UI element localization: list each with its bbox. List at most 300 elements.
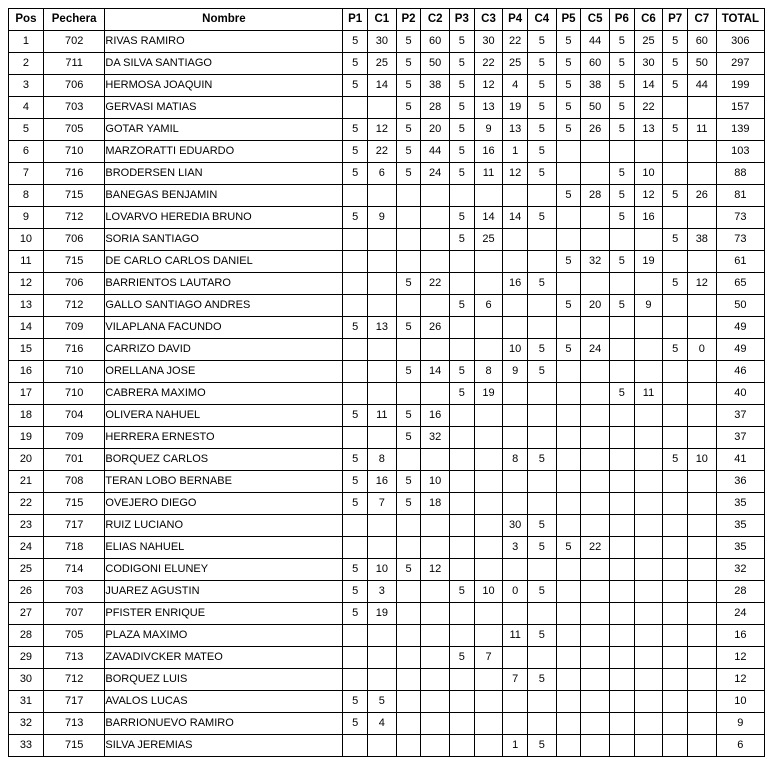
column-header-total: TOTAL	[716, 9, 764, 31]
cell-c2: 26	[421, 317, 450, 339]
cell-pechera: 703	[43, 97, 105, 119]
cell-c4: 5	[527, 625, 556, 647]
cell-c7	[687, 735, 716, 757]
cell-c5	[581, 405, 610, 427]
cell-pos: 8	[9, 185, 44, 207]
cell-p3: 5	[450, 75, 475, 97]
cell-p1	[343, 383, 368, 405]
cell-p7: 5	[663, 53, 688, 75]
cell-c7	[687, 361, 716, 383]
cell-p6	[610, 141, 635, 163]
table-row	[9, 53, 765, 75]
cell-p1	[343, 669, 368, 691]
cell-c4: 5	[527, 31, 556, 53]
cell-nombre: OVEJERO DIEGO	[105, 493, 343, 515]
cell-p6	[610, 339, 635, 361]
cell-p1	[343, 97, 368, 119]
cell-c4	[527, 647, 556, 669]
column-header-p6: P6	[610, 9, 635, 31]
cell-c7: 11	[687, 119, 716, 141]
cell-p3	[450, 713, 475, 735]
cell-total: 9	[716, 713, 764, 735]
cell-c6	[634, 229, 663, 251]
table-row	[9, 471, 765, 493]
cell-total: 6	[716, 735, 764, 757]
cell-p3	[450, 603, 475, 625]
cell-c3: 13	[474, 97, 503, 119]
cell-p2: 5	[396, 163, 421, 185]
cell-pos: 17	[9, 383, 44, 405]
cell-nombre: BARRIENTOS LAUTARO	[105, 273, 343, 295]
cell-p5	[556, 603, 581, 625]
cell-total: 49	[716, 339, 764, 361]
cell-pechera: 710	[43, 141, 105, 163]
cell-p6: 5	[610, 383, 635, 405]
cell-c2	[421, 251, 450, 273]
column-header-p2: P2	[396, 9, 421, 31]
cell-c3	[474, 339, 503, 361]
cell-p4: 3	[503, 537, 528, 559]
cell-pechera: 706	[43, 75, 105, 97]
cell-p1: 5	[343, 691, 368, 713]
cell-c2: 14	[421, 361, 450, 383]
cell-c4	[527, 713, 556, 735]
cell-total: 49	[716, 317, 764, 339]
cell-p3: 5	[450, 97, 475, 119]
cell-nombre: GOTAR YAMIL	[105, 119, 343, 141]
cell-nombre: SORIA SANTIAGO	[105, 229, 343, 251]
cell-c7	[687, 163, 716, 185]
cell-p1: 5	[343, 603, 368, 625]
cell-c7	[687, 405, 716, 427]
cell-c4: 5	[527, 53, 556, 75]
column-header-c5: C5	[581, 9, 610, 31]
cell-pechera: 715	[43, 493, 105, 515]
cell-p7	[663, 669, 688, 691]
cell-pechera: 711	[43, 53, 105, 75]
cell-p3: 5	[450, 31, 475, 53]
cell-c4: 5	[527, 141, 556, 163]
cell-pechera: 702	[43, 31, 105, 53]
cell-c3	[474, 251, 503, 273]
cell-p1: 5	[343, 53, 368, 75]
cell-p2: 5	[396, 119, 421, 141]
cell-c2	[421, 581, 450, 603]
cell-total: 139	[716, 119, 764, 141]
cell-c7: 60	[687, 31, 716, 53]
cell-c2: 12	[421, 559, 450, 581]
cell-c2: 24	[421, 163, 450, 185]
cell-c4	[527, 229, 556, 251]
cell-c1: 30	[367, 31, 396, 53]
cell-c5	[581, 273, 610, 295]
column-header-c6: C6	[634, 9, 663, 31]
cell-c6: 25	[634, 31, 663, 53]
cell-total: 46	[716, 361, 764, 383]
cell-pechera: 707	[43, 603, 105, 625]
cell-p6	[610, 647, 635, 669]
cell-total: 61	[716, 251, 764, 273]
cell-c5: 44	[581, 31, 610, 53]
cell-p3: 5	[450, 119, 475, 141]
cell-p2	[396, 185, 421, 207]
cell-total: 36	[716, 471, 764, 493]
column-header-p5: P5	[556, 9, 581, 31]
cell-c3: 25	[474, 229, 503, 251]
cell-c6	[634, 603, 663, 625]
cell-p5: 5	[556, 119, 581, 141]
cell-p3	[450, 405, 475, 427]
cell-c6: 14	[634, 75, 663, 97]
cell-p2: 5	[396, 559, 421, 581]
cell-pechera: 705	[43, 625, 105, 647]
cell-c6: 12	[634, 185, 663, 207]
cell-p6	[610, 581, 635, 603]
table-row	[9, 317, 765, 339]
table-row	[9, 273, 765, 295]
table-row	[9, 207, 765, 229]
column-header-p1: P1	[343, 9, 368, 31]
cell-c1	[367, 273, 396, 295]
cell-c3	[474, 625, 503, 647]
cell-c6	[634, 647, 663, 669]
cell-p5	[556, 317, 581, 339]
cell-c7	[687, 515, 716, 537]
cell-p3	[450, 537, 475, 559]
cell-p1: 5	[343, 559, 368, 581]
cell-total: 35	[716, 537, 764, 559]
cell-p5	[556, 691, 581, 713]
cell-p4	[503, 229, 528, 251]
cell-c3: 6	[474, 295, 503, 317]
cell-c7	[687, 691, 716, 713]
cell-c5	[581, 691, 610, 713]
cell-p7	[663, 317, 688, 339]
cell-c1	[367, 251, 396, 273]
cell-c6: 10	[634, 163, 663, 185]
cell-p5: 5	[556, 75, 581, 97]
cell-c4	[527, 559, 556, 581]
cell-c4	[527, 603, 556, 625]
cell-c2: 60	[421, 31, 450, 53]
cell-total: 157	[716, 97, 764, 119]
column-header-p7: P7	[663, 9, 688, 31]
cell-c7	[687, 317, 716, 339]
cell-c1: 10	[367, 559, 396, 581]
cell-c4	[527, 185, 556, 207]
cell-p7: 5	[663, 185, 688, 207]
cell-pechera: 704	[43, 405, 105, 427]
cell-p6	[610, 273, 635, 295]
cell-c6: 30	[634, 53, 663, 75]
cell-nombre: ZAVADIVCKER MATEO	[105, 647, 343, 669]
cell-total: 35	[716, 493, 764, 515]
cell-p4	[503, 251, 528, 273]
cell-c2	[421, 295, 450, 317]
cell-p5	[556, 229, 581, 251]
cell-c5: 38	[581, 75, 610, 97]
cell-pos: 33	[9, 735, 44, 757]
table-row	[9, 691, 765, 713]
cell-p7	[663, 405, 688, 427]
cell-p5	[556, 427, 581, 449]
table-row	[9, 735, 765, 757]
cell-p5: 5	[556, 339, 581, 361]
table-row	[9, 75, 765, 97]
cell-pos: 15	[9, 339, 44, 361]
cell-c5	[581, 603, 610, 625]
cell-c7	[687, 647, 716, 669]
cell-p2	[396, 713, 421, 735]
cell-c2	[421, 735, 450, 757]
cell-c7: 26	[687, 185, 716, 207]
cell-c6	[634, 339, 663, 361]
table-row	[9, 295, 765, 317]
cell-pos: 7	[9, 163, 44, 185]
cell-p4	[503, 691, 528, 713]
cell-pos: 31	[9, 691, 44, 713]
cell-c3	[474, 713, 503, 735]
column-header-p3: P3	[450, 9, 475, 31]
cell-p7	[663, 97, 688, 119]
cell-pechera: 715	[43, 185, 105, 207]
cell-p7	[663, 251, 688, 273]
cell-c6	[634, 537, 663, 559]
cell-p3: 5	[450, 229, 475, 251]
cell-p4	[503, 295, 528, 317]
cell-nombre: JUAREZ AGUSTIN	[105, 581, 343, 603]
cell-c6	[634, 735, 663, 757]
cell-total: 24	[716, 603, 764, 625]
cell-p4	[503, 405, 528, 427]
cell-pos: 5	[9, 119, 44, 141]
cell-p6	[610, 515, 635, 537]
cell-c7: 12	[687, 273, 716, 295]
cell-p5	[556, 515, 581, 537]
cell-p5: 5	[556, 31, 581, 53]
cell-p2: 5	[396, 405, 421, 427]
cell-c6: 19	[634, 251, 663, 273]
cell-c2: 20	[421, 119, 450, 141]
cell-c7: 38	[687, 229, 716, 251]
cell-p6	[610, 603, 635, 625]
cell-p5: 5	[556, 97, 581, 119]
cell-total: 12	[716, 647, 764, 669]
cell-c1: 7	[367, 493, 396, 515]
column-header-c1: C1	[367, 9, 396, 31]
cell-c5: 50	[581, 97, 610, 119]
cell-p7	[663, 735, 688, 757]
cell-p2	[396, 449, 421, 471]
cell-p5: 5	[556, 185, 581, 207]
cell-c2	[421, 669, 450, 691]
cell-c4: 5	[527, 449, 556, 471]
cell-p7: 5	[663, 229, 688, 251]
cell-p6: 5	[610, 75, 635, 97]
cell-c5	[581, 207, 610, 229]
cell-nombre: SILVA JEREMIAS	[105, 735, 343, 757]
cell-c5	[581, 449, 610, 471]
cell-p1: 5	[343, 317, 368, 339]
cell-pechera: 718	[43, 537, 105, 559]
cell-c6	[634, 449, 663, 471]
cell-p2: 5	[396, 31, 421, 53]
cell-nombre: ORELLANA JOSE	[105, 361, 343, 383]
cell-p2: 5	[396, 427, 421, 449]
cell-c3	[474, 317, 503, 339]
cell-pos: 23	[9, 515, 44, 537]
cell-c5: 32	[581, 251, 610, 273]
cell-p6	[610, 449, 635, 471]
cell-p2	[396, 229, 421, 251]
cell-p4: 16	[503, 273, 528, 295]
cell-c5	[581, 559, 610, 581]
cell-pos: 24	[9, 537, 44, 559]
table-row	[9, 119, 765, 141]
cell-total: 32	[716, 559, 764, 581]
cell-p3	[450, 515, 475, 537]
cell-pos: 19	[9, 427, 44, 449]
cell-p3: 5	[450, 53, 475, 75]
table-row	[9, 229, 765, 251]
table-row	[9, 559, 765, 581]
cell-c1: 13	[367, 317, 396, 339]
cell-p1	[343, 537, 368, 559]
column-header-pos: Pos	[9, 9, 44, 31]
cell-p7	[663, 515, 688, 537]
table-row	[9, 669, 765, 691]
cell-p2: 5	[396, 317, 421, 339]
cell-p2: 5	[396, 361, 421, 383]
cell-p7	[663, 691, 688, 713]
cell-p1: 5	[343, 31, 368, 53]
cell-p4	[503, 713, 528, 735]
cell-c3	[474, 537, 503, 559]
cell-p4: 25	[503, 53, 528, 75]
cell-p2: 5	[396, 75, 421, 97]
cell-p4: 13	[503, 119, 528, 141]
cell-c3: 19	[474, 383, 503, 405]
cell-c7: 0	[687, 339, 716, 361]
cell-c1: 12	[367, 119, 396, 141]
table-row	[9, 31, 765, 53]
cell-c3: 9	[474, 119, 503, 141]
table-header-row	[9, 9, 765, 31]
cell-c4: 5	[527, 537, 556, 559]
cell-p2	[396, 647, 421, 669]
cell-p7	[663, 493, 688, 515]
cell-c6	[634, 625, 663, 647]
cell-p5	[556, 493, 581, 515]
cell-c1: 6	[367, 163, 396, 185]
cell-p5	[556, 383, 581, 405]
cell-c6	[634, 669, 663, 691]
cell-p4	[503, 647, 528, 669]
cell-p4	[503, 427, 528, 449]
cell-p6: 5	[610, 295, 635, 317]
cell-c5: 60	[581, 53, 610, 75]
cell-pos: 11	[9, 251, 44, 273]
cell-p6	[610, 493, 635, 515]
cell-c1: 3	[367, 581, 396, 603]
cell-c4: 5	[527, 515, 556, 537]
cell-c5: 20	[581, 295, 610, 317]
cell-pos: 25	[9, 559, 44, 581]
cell-pechera: 713	[43, 713, 105, 735]
cell-p5: 5	[556, 295, 581, 317]
cell-c2	[421, 647, 450, 669]
cell-p3	[450, 427, 475, 449]
cell-p4	[503, 493, 528, 515]
cell-nombre: DA SILVA SANTIAGO	[105, 53, 343, 75]
cell-c4: 5	[527, 97, 556, 119]
cell-c1: 9	[367, 207, 396, 229]
cell-p6	[610, 559, 635, 581]
cell-pechera: 709	[43, 427, 105, 449]
cell-p6	[610, 229, 635, 251]
cell-c4	[527, 383, 556, 405]
cell-c4: 5	[527, 119, 556, 141]
column-header-nombre: Nombre	[105, 9, 343, 31]
cell-c7	[687, 493, 716, 515]
table-row	[9, 603, 765, 625]
cell-c3: 14	[474, 207, 503, 229]
cell-c6	[634, 427, 663, 449]
cell-c2	[421, 383, 450, 405]
cell-p1: 5	[343, 581, 368, 603]
cell-p7	[663, 581, 688, 603]
cell-p3	[450, 669, 475, 691]
cell-nombre: VILAPLANA FACUNDO	[105, 317, 343, 339]
cell-pos: 29	[9, 647, 44, 669]
cell-c6	[634, 581, 663, 603]
table-row	[9, 647, 765, 669]
cell-p5	[556, 669, 581, 691]
cell-c1: 4	[367, 713, 396, 735]
cell-p1	[343, 251, 368, 273]
cell-c3: 11	[474, 163, 503, 185]
cell-c7	[687, 251, 716, 273]
cell-p5	[556, 141, 581, 163]
cell-c7: 44	[687, 75, 716, 97]
cell-nombre: PLAZA MAXIMO	[105, 625, 343, 647]
cell-c4	[527, 295, 556, 317]
cell-p7: 5	[663, 339, 688, 361]
cell-nombre: RIVAS RAMIRO	[105, 31, 343, 53]
cell-c2	[421, 229, 450, 251]
cell-p7	[663, 537, 688, 559]
cell-c4: 5	[527, 361, 556, 383]
cell-p7: 5	[663, 119, 688, 141]
cell-p6: 5	[610, 185, 635, 207]
cell-p4	[503, 383, 528, 405]
cell-p6: 5	[610, 31, 635, 53]
column-header-c4: C4	[527, 9, 556, 31]
cell-c5	[581, 163, 610, 185]
cell-p1: 5	[343, 493, 368, 515]
cell-p7: 5	[663, 449, 688, 471]
cell-pechera: 706	[43, 229, 105, 251]
cell-c1	[367, 295, 396, 317]
cell-c2	[421, 713, 450, 735]
cell-p4: 9	[503, 361, 528, 383]
cell-c1	[367, 339, 396, 361]
cell-c7	[687, 625, 716, 647]
cell-c5	[581, 229, 610, 251]
cell-total: 65	[716, 273, 764, 295]
cell-p6: 5	[610, 53, 635, 75]
table-row	[9, 713, 765, 735]
